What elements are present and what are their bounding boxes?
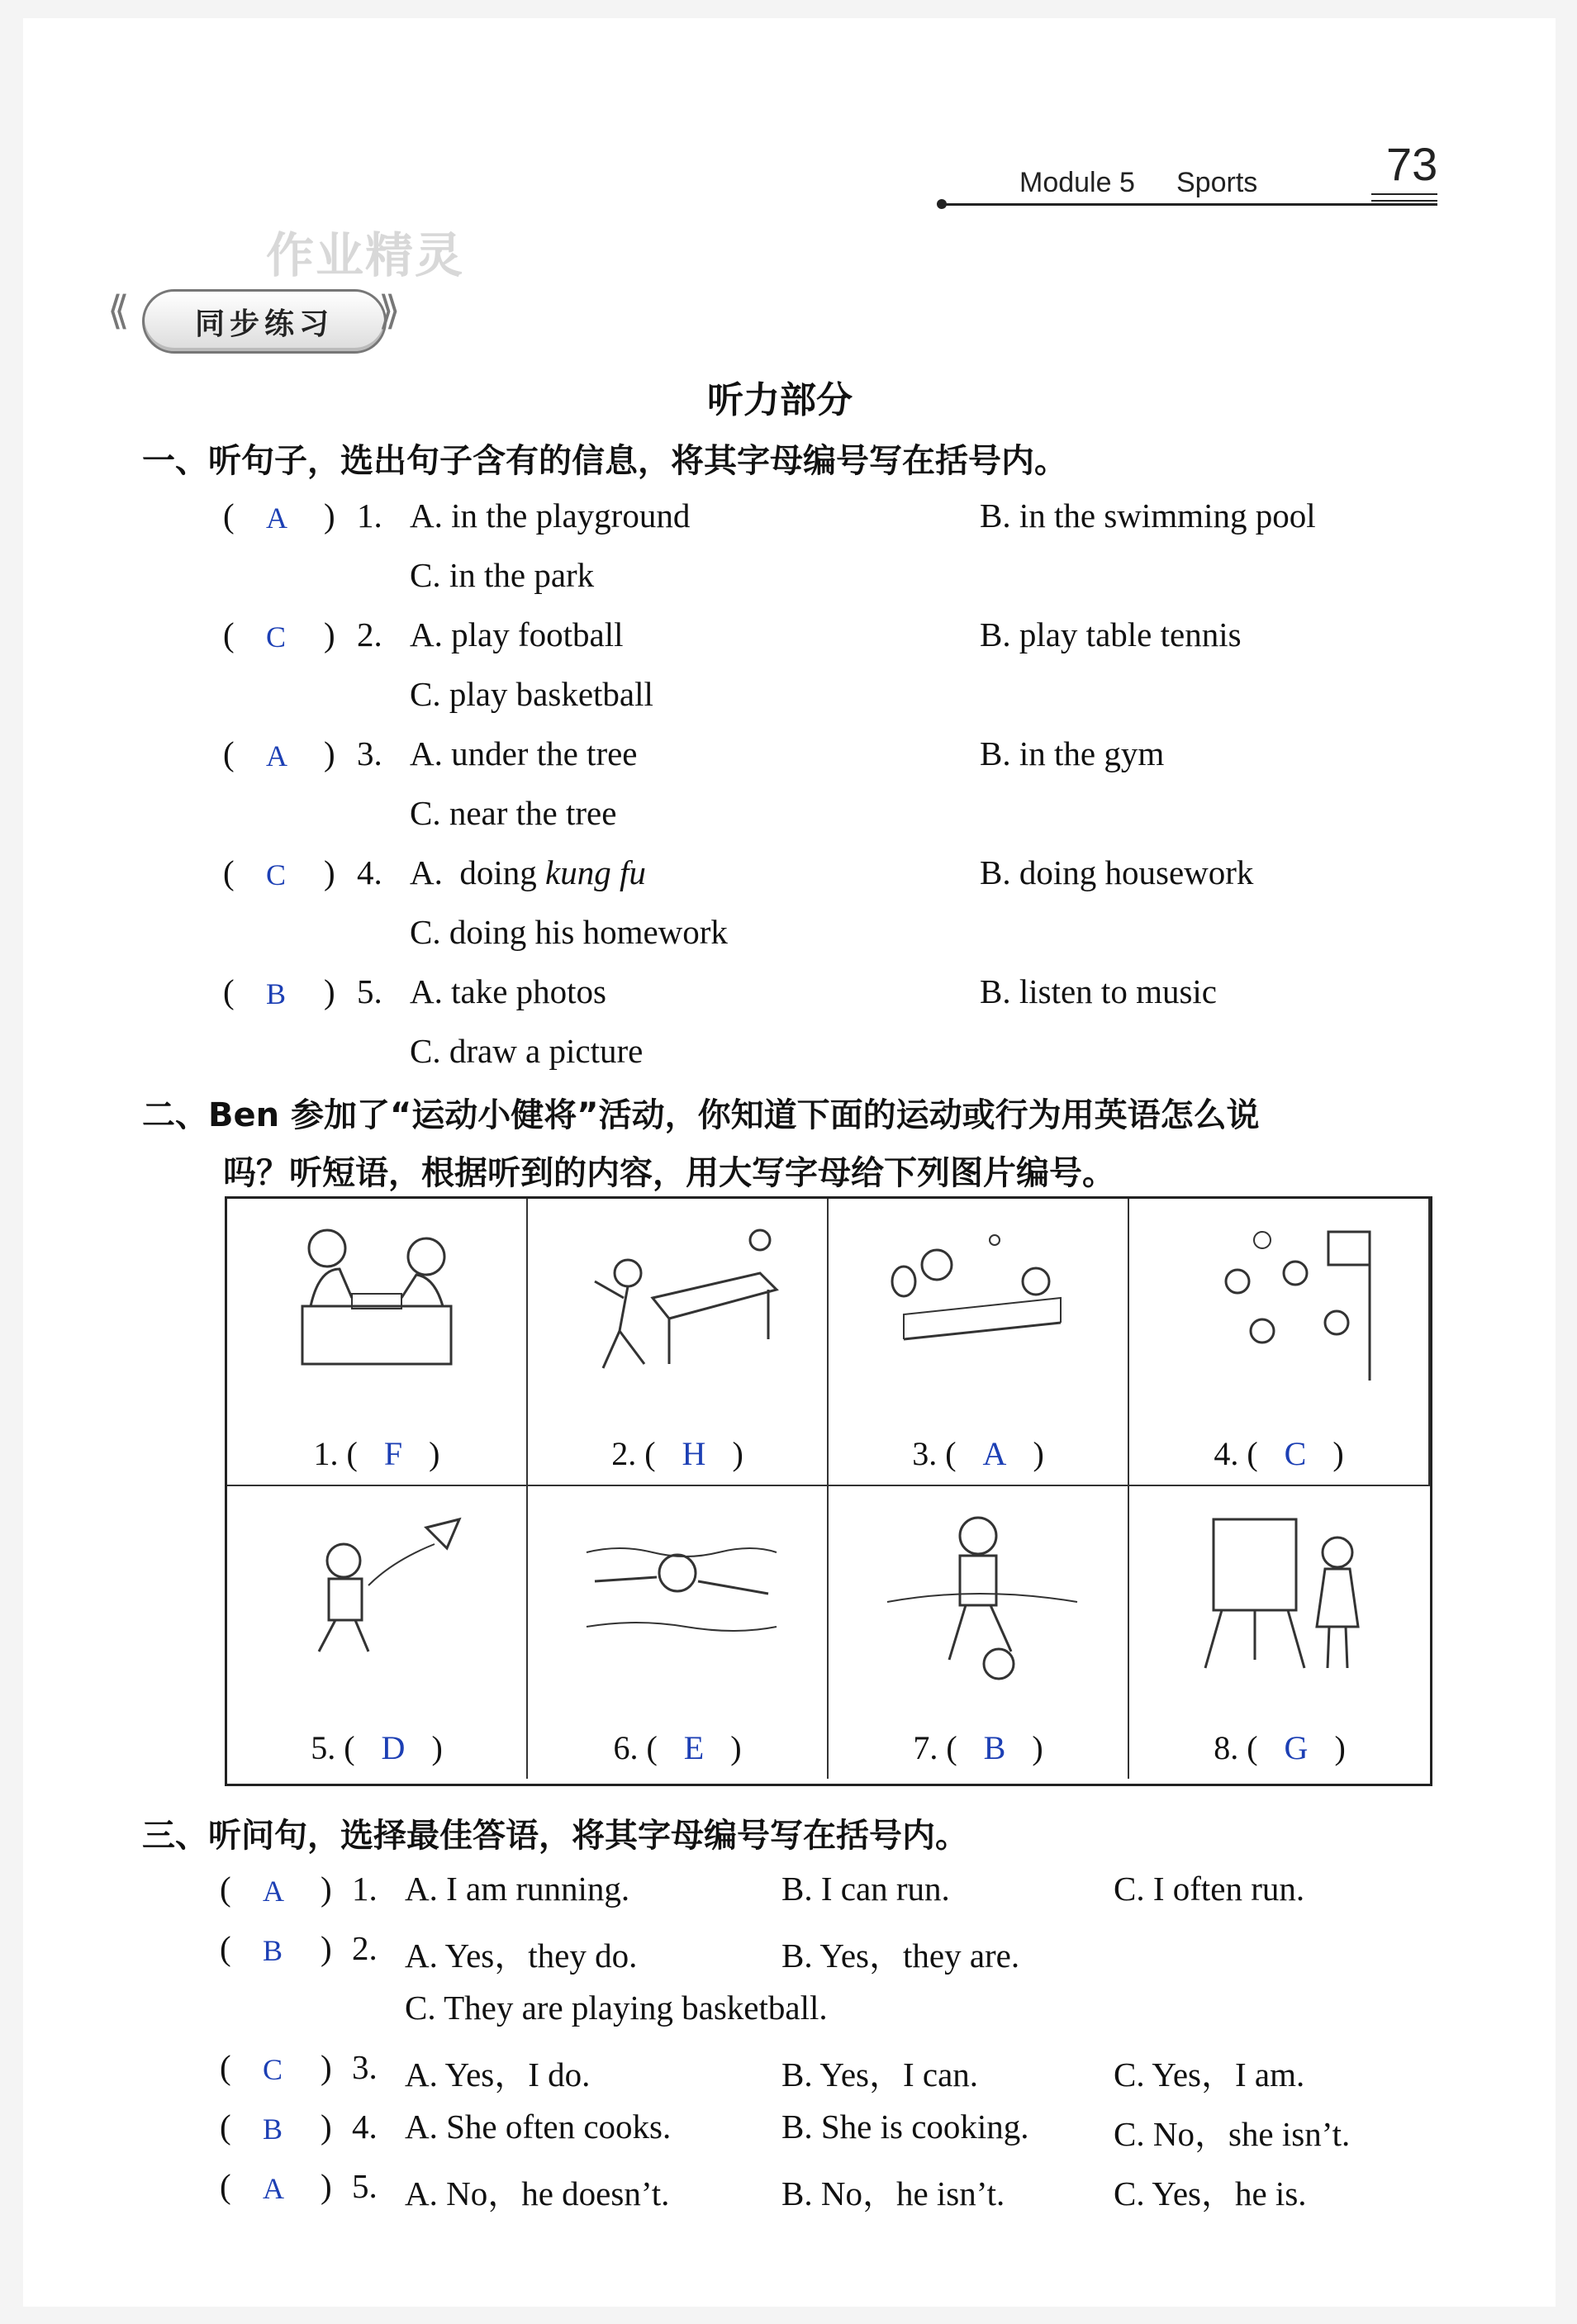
option-b: B. play table tennis bbox=[980, 615, 1242, 653]
chess-players-picture bbox=[269, 1215, 484, 1381]
answer-bracket-close: ) bbox=[324, 734, 335, 772]
option-b: B. I can run. bbox=[781, 1870, 950, 1908]
module-label: Module 5 bbox=[1019, 167, 1135, 198]
option-c: C. draw a picture bbox=[410, 1032, 644, 1070]
answer: C bbox=[266, 858, 287, 891]
answer-bracket-close: ) bbox=[321, 2048, 332, 2086]
answer: C bbox=[263, 2053, 283, 2086]
grid-cell-8 bbox=[1129, 1486, 1430, 1779]
question-number: 5. bbox=[357, 972, 382, 1010]
cell-answer: E bbox=[683, 1729, 705, 1766]
part2-heading-line2: 吗？听短语，根据听到的内容，用大写字母给下列图片编号。 bbox=[223, 1154, 1115, 1192]
cell-number: 3. bbox=[912, 1435, 938, 1472]
cell-label: 8. ( G ) bbox=[1214, 1729, 1346, 1766]
answer-bracket-close: ) bbox=[321, 1870, 332, 1908]
swimmer-picture bbox=[570, 1503, 785, 1668]
cell-answer: A bbox=[982, 1435, 1007, 1472]
answer-bracket-open: ( bbox=[223, 615, 235, 653]
answer: C bbox=[266, 620, 287, 653]
answer-bracket-close: ) bbox=[321, 2108, 332, 2146]
cell-number: 7. bbox=[913, 1729, 938, 1766]
option-a: A. No，he doesn’t. bbox=[405, 2174, 670, 2212]
header-rule bbox=[942, 203, 1437, 206]
cell-label: 6. ( E ) bbox=[613, 1729, 742, 1766]
question-number: 3. bbox=[352, 2048, 378, 2086]
table-tennis-picture bbox=[570, 1215, 785, 1381]
option-a: A. She often cooks. bbox=[405, 2108, 672, 2146]
grid-cell-3 bbox=[829, 1199, 1129, 1486]
cell-number: 6. bbox=[613, 1729, 639, 1766]
grid-cell-1 bbox=[227, 1199, 528, 1486]
answer: B bbox=[263, 2113, 283, 2146]
answer-bracket-open: ( bbox=[223, 972, 235, 1010]
answer-bracket-open: ( bbox=[220, 1870, 231, 1908]
cell-number: 5. bbox=[311, 1729, 336, 1766]
question-number: 5. bbox=[352, 2167, 378, 2205]
option-a: A. play football bbox=[410, 615, 624, 653]
option-b: B. No，he isn’t. bbox=[781, 2174, 1005, 2212]
part1-heading: 一、听句子，选出句子含有的信息，将其字母编号写在括号内。 bbox=[142, 442, 1067, 480]
picture-grid bbox=[225, 1196, 1432, 1786]
tennis-players-picture bbox=[871, 1215, 1085, 1381]
cell-label: 5. ( D ) bbox=[311, 1729, 443, 1766]
badge-right-wing: ⟫ bbox=[378, 288, 401, 334]
answer-bracket-open: ( bbox=[220, 2048, 231, 2086]
practice-badge: 同步练习 bbox=[142, 289, 387, 354]
option-c: C. Yes，I am. bbox=[1114, 2055, 1305, 2094]
cell-answer: D bbox=[381, 1729, 406, 1766]
answer-bracket-open: ( bbox=[223, 734, 235, 772]
grid-cell-5 bbox=[227, 1486, 528, 1779]
cell-number: 8. bbox=[1214, 1729, 1239, 1766]
question-number: 3. bbox=[357, 734, 382, 772]
option-c: C. near the tree bbox=[410, 794, 617, 832]
answer-bracket-open: ( bbox=[223, 497, 235, 535]
option-b: B. listen to music bbox=[980, 972, 1217, 1010]
grid-cell-2 bbox=[528, 1199, 829, 1486]
answer: A bbox=[263, 1875, 284, 1908]
grid-cell-4 bbox=[1129, 1199, 1430, 1486]
option-b: B. in the swimming pool bbox=[980, 497, 1316, 535]
answer-bracket-open: ( bbox=[220, 1929, 231, 1967]
question-number: 2. bbox=[352, 1929, 378, 1967]
answer-bracket-close: ) bbox=[321, 1929, 332, 1967]
option-c: C. Yes，he is. bbox=[1114, 2174, 1307, 2212]
option-a bbox=[410, 853, 646, 892]
page-number: 73 bbox=[1386, 138, 1438, 190]
option-a: A. take photos bbox=[410, 972, 606, 1010]
question-number: 4. bbox=[352, 2108, 378, 2146]
option-b: B. Yes，I can. bbox=[781, 2055, 979, 2094]
cell-label: 1. ( F ) bbox=[313, 1435, 440, 1472]
football-player-picture bbox=[871, 1503, 1085, 1685]
option-a-prefix: A. doing bbox=[410, 853, 545, 891]
option-a: A. Yes，they do. bbox=[405, 1937, 638, 1975]
option-c: C. They are playing basketball. bbox=[405, 1989, 828, 2027]
option-b: B. in the gym bbox=[980, 734, 1165, 772]
option-c: C. I often run. bbox=[1114, 1870, 1305, 1908]
question-number: 1. bbox=[352, 1870, 378, 1908]
watermark: 作业精灵 bbox=[266, 227, 465, 283]
option-a: A. Yes，I do. bbox=[405, 2055, 591, 2094]
part3-heading: 三、听问句，选择最佳答语，将其字母编号写在括号内。 bbox=[142, 1817, 968, 1855]
answer: A bbox=[266, 739, 287, 772]
part2-heading-line1: 二、Ben 参加了“运动小健将”活动，你知道下面的运动或行为用英语怎么说 bbox=[142, 1096, 1260, 1134]
grid-cell-7 bbox=[829, 1486, 1129, 1779]
cell-number: 1. bbox=[313, 1435, 339, 1472]
girl-at-easel-picture bbox=[1172, 1503, 1387, 1685]
question-number: 1. bbox=[357, 497, 382, 535]
header-rule-dot bbox=[937, 199, 947, 209]
option-c: C. doing his homework bbox=[410, 913, 728, 951]
answer-bracket-close: ) bbox=[324, 972, 335, 1010]
cell-label: 2. ( H ) bbox=[611, 1435, 743, 1472]
answer-bracket-open: ( bbox=[223, 853, 235, 891]
badge-left-wing: ⟪ bbox=[107, 288, 130, 334]
cell-answer: G bbox=[1284, 1729, 1309, 1766]
header-rule-ornament bbox=[1371, 193, 1437, 202]
answer-bracket-open: ( bbox=[220, 2108, 231, 2146]
answer-bracket-close: ) bbox=[324, 853, 335, 891]
cell-label: 7. ( B ) bbox=[913, 1729, 1043, 1766]
cell-answer: C bbox=[1284, 1435, 1307, 1472]
answer-bracket-close: ) bbox=[324, 615, 335, 653]
cell-number: 2. bbox=[611, 1435, 637, 1472]
cell-label: 4. ( C ) bbox=[1214, 1435, 1344, 1472]
option-c: C. play basketball bbox=[410, 675, 653, 713]
topic-label: Sports bbox=[1176, 167, 1258, 198]
question-number: 4. bbox=[357, 853, 382, 891]
cell-answer: H bbox=[682, 1435, 706, 1472]
option-b: B. doing housework bbox=[980, 853, 1254, 891]
option-c: C. No，she isn’t. bbox=[1114, 2115, 1351, 2153]
answer: B bbox=[263, 1934, 283, 1967]
answer-bracket-close: ) bbox=[321, 2167, 332, 2205]
grid-cell-6 bbox=[528, 1486, 829, 1779]
answer: B bbox=[266, 977, 287, 1010]
option-a-italic: kung fu bbox=[545, 853, 646, 891]
cell-answer: F bbox=[383, 1435, 403, 1472]
option-a: A. under the tree bbox=[410, 734, 638, 772]
answer: A bbox=[263, 2172, 284, 2205]
option-a: A. in the playground bbox=[410, 497, 691, 535]
section-title: 听力部分 bbox=[707, 379, 853, 421]
option-b: B. She is cooking. bbox=[781, 2108, 1029, 2146]
option-a: A. I am running. bbox=[405, 1870, 630, 1908]
cell-label: 3. ( A ) bbox=[912, 1435, 1044, 1472]
question-number: 2. bbox=[357, 615, 382, 653]
option-c: C. in the park bbox=[410, 556, 595, 594]
answer-bracket-close: ) bbox=[324, 497, 335, 535]
basketball-kids-picture bbox=[1171, 1215, 1386, 1397]
option-b: B. Yes，they are. bbox=[781, 1937, 1020, 1975]
answer-bracket-open: ( bbox=[220, 2167, 231, 2205]
boy-flying-kite-picture bbox=[269, 1503, 484, 1668]
answer: A bbox=[266, 501, 287, 535]
cell-answer: B bbox=[983, 1729, 1006, 1766]
cell-number: 4. bbox=[1214, 1435, 1239, 1472]
